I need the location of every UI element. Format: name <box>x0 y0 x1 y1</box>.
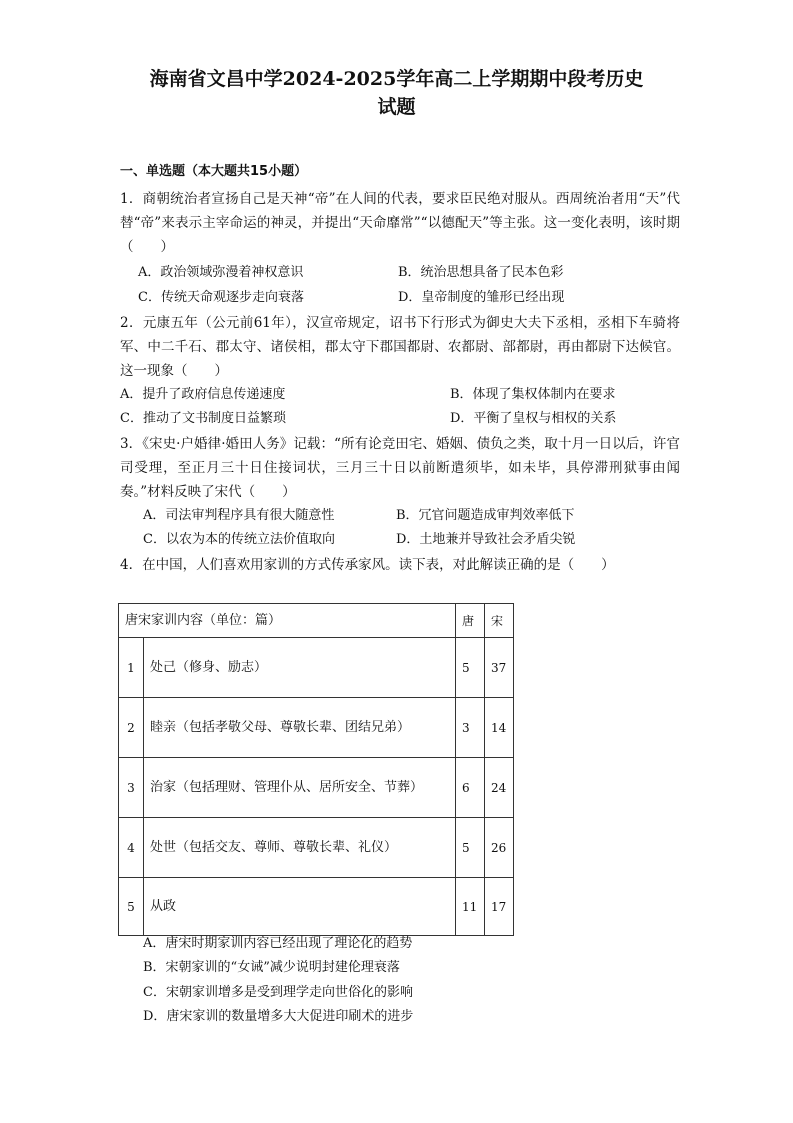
question-4-option-a[interactable]: A．唐宋时期家训内容已经出现了理论化的趋势 <box>143 936 413 951</box>
question-4-option-b[interactable]: B．宋朝家训的“女诫”减少说明封建伦理衰落 <box>143 960 400 975</box>
row-number: 1 <box>119 638 144 698</box>
question-4-option-d[interactable]: D．唐宋家训的数量增多大大促进印刷术的进步 <box>143 1009 414 1024</box>
question-1-option-a[interactable]: A．政治领域弥漫着神权意识 <box>138 265 304 280</box>
question-1-option-b[interactable]: B．统治思想具备了民本色彩 <box>398 265 564 280</box>
row-content: 治家（包括理财、管理仆从、居所安全、节葬） <box>144 758 456 818</box>
table-row <box>119 818 514 878</box>
row-song-count: 37 <box>485 638 514 698</box>
question-2-option-a[interactable]: A．提升了政府信息传递速度 <box>120 387 286 402</box>
row-content: 睦亲（包括孝敬父母、尊敬长辈、团结兄弟） <box>144 698 456 758</box>
question-1-option-c[interactable]: C．传统天命观逐步走向衰落 <box>138 290 304 305</box>
question-3-option-c[interactable]: C．以农为本的传统立法价值取向 <box>143 532 335 547</box>
question-1-stem: 1．商朝统治者宣扬自己是天神“帝”在人间的代表，要求臣民绝对服从。西周统治者用“天”代替“帝”来表示主宰命运的神灵，并提出“天命靡常”“以德配天”等主张。这一变化表明，该时期（ ） <box>120 191 680 255</box>
row-song-count: 26 <box>485 818 514 878</box>
row-content: 处世（包括交友、尊师、尊敬长辈、礼仪） <box>144 818 456 878</box>
table-header-row <box>119 604 514 638</box>
row-song-count: 24 <box>485 758 514 818</box>
table-row <box>119 638 514 698</box>
question-3-stem: 3．《宋史·户婚律·婚田人务》记载：“所有论竞田宅、婚姻、债负之类，取十月一日以后，许官司受理，至正月三十日住接词状，三月三十日以前断遣须毕，如未毕，具停滞刑狱事由闻奏。”材料反映了宋代（ ） <box>120 436 680 500</box>
table-header-tang: 唐 <box>456 604 485 638</box>
row-tang-count: 5 <box>456 818 485 878</box>
table-row <box>119 698 514 758</box>
table-header-song: 宋 <box>485 604 514 638</box>
question-2-option-d[interactable]: D．平衡了皇权与相权的关系 <box>450 411 617 426</box>
question-1-option-d[interactable]: D．皇帝制度的雏形已经出现 <box>398 290 565 305</box>
row-content: 处己（修身、励志） <box>144 638 456 698</box>
question-4-stem: 4．在中国，人们喜欢用家训的方式传承家风。读下表，对此解读正确的是（ ） <box>120 557 615 573</box>
row-tang-count: 5 <box>456 638 485 698</box>
question-3-option-b[interactable]: B．冗官问题造成审判效率低下 <box>396 508 575 523</box>
row-tang-count: 6 <box>456 758 485 818</box>
table-header-content: 唐宋家训内容（单位：篇） <box>119 604 456 638</box>
question-2-option-c[interactable]: C．推动了文书制度日益繁琐 <box>120 411 286 426</box>
document-title-line-1: 海南省文昌中学2024-2025学年高二上学期期中段考历史 <box>149 68 644 90</box>
row-tang-count: 11 <box>456 878 485 936</box>
question-3-option-d[interactable]: D．土地兼并导致社会矛盾尖锐 <box>396 532 576 547</box>
table-row <box>119 878 514 936</box>
row-number: 2 <box>119 698 144 758</box>
row-content: 从政 <box>144 878 456 936</box>
row-number: 3 <box>119 758 144 818</box>
question-2-stem: 2．元康五年（公元前61年），汉宣帝规定，诏书下行形式为御史大夫下丞相，丞相下车骑将军、中二千石、郡太守、诸侯相，郡太守下郡国都尉、农都尉、部都尉，再由都尉下达候官。这一现象（ ） <box>120 315 680 379</box>
table-row <box>119 758 514 818</box>
row-song-count: 14 <box>485 698 514 758</box>
question-3-option-a[interactable]: A．司法审判程序具有很大随意性 <box>143 508 335 523</box>
row-song-count: 17 <box>485 878 514 936</box>
document-title-line-2: 试题 <box>377 96 416 118</box>
row-tang-count: 3 <box>456 698 485 758</box>
question-2-option-b[interactable]: B．体现了集权体制内在要求 <box>450 387 616 402</box>
question-4-option-c[interactable]: C．宋朝家训增多是受到理学走向世俗化的影响 <box>143 985 413 1000</box>
family-instructions-table <box>118 603 514 936</box>
section-heading: 一、单选题（本大题共15小题） <box>120 164 308 179</box>
row-number: 5 <box>119 878 144 936</box>
row-number: 4 <box>119 818 144 878</box>
